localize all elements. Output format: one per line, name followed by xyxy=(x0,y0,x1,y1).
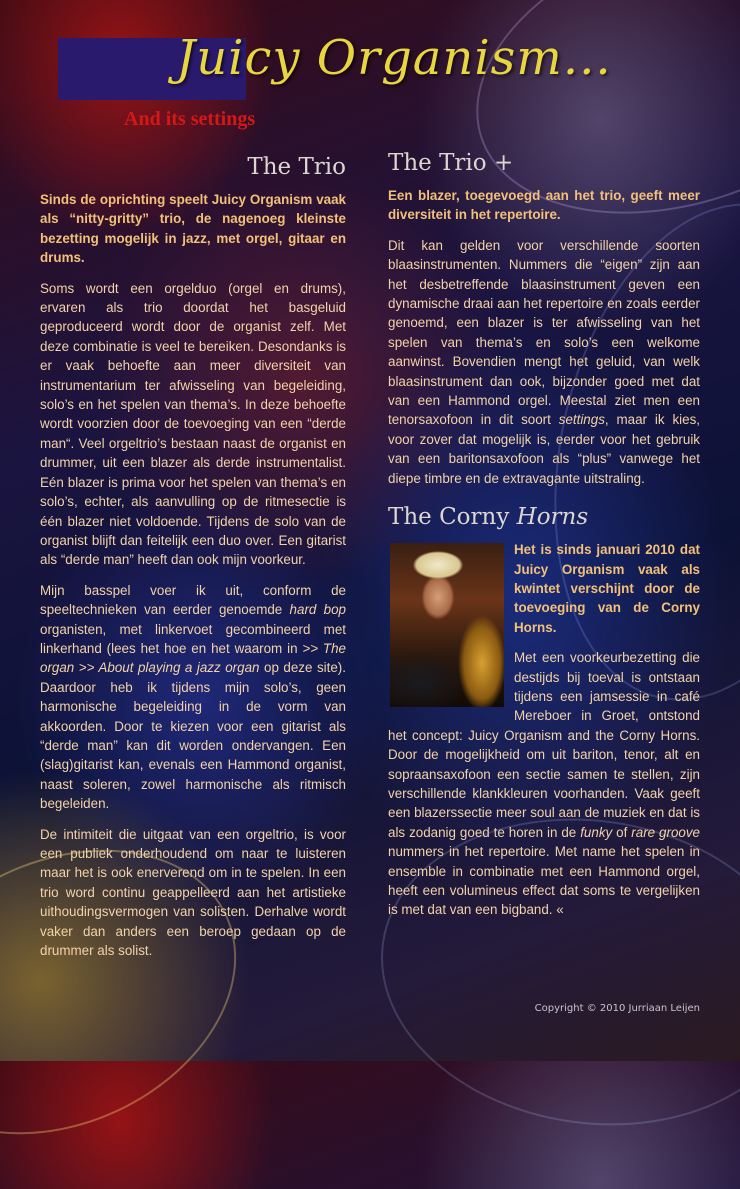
organ-page-link[interactable]: >> The organ >> About playing a jazz organ xyxy=(40,640,347,676)
body-paragraph: Soms wordt een orgelduo (orgel en drums), ervaren als trio doordat het basgeluid geproduceerd wordt door de organist zelf. Met deze combinatie is veel te bereiken. Desondanks is er vaak behoefte aan meer diversiteit van instrumentarium ter afwisseling van begeleiding, solo’s en het spelen van thema’s. In deze behoefte wordt voorzien door de toevoeging van een “derde man“. Veel orgeltrio’s bestaan naast de organist en drummer, uit een blazer als derde instrumentalist. Eén blazer is prima voor het spelen van thema’s en solo’s, echter, als aanvulling op de ritmesectie is één blazer niet voldoende. Tijdens de solo van de organist blijft dan feitelijk een duo over. Een gitarist als “derde man” heeft dan ook mijn voorkeur. xyxy=(40,280,346,568)
page-title: Juicy Organism... xyxy=(176,30,612,86)
right-column xyxy=(388,148,700,931)
intro-paragraph: Het is sinds januari 2010 dat Juicy Organism vaak als kwintet verschijnt door de toevoeging van de Corny Horns. xyxy=(514,542,700,635)
copyright-notice: Copyright © 2010 Jurriaan Leijen xyxy=(534,1003,700,1014)
section-heading-trio-plus: The Trio + xyxy=(388,150,514,176)
body-paragraph: De intimiteit die uitgaat van een orgeltrio, is voor een publiek onderhoudend om naar te luisteren maar het is ook enerverend om in te spelen. In een trio word continu geappelleerd aan het artistieke uithoudingsvermogen van solisten. Derhalve wordt vaker dan anders een beroep gedaan op de drummer als solist. xyxy=(40,826,346,959)
section-heading-trio: The Trio xyxy=(247,154,346,180)
body-paragraph: Met een voorkeurbezetting die destijds bij toeval is ontstaan tijdens een jamsessie in café Mereboer in Groet, ontstond het concept: Juicy Organism and the Corny Horns. Door de mogelijkheid om uit bariton, tenor, alt en sopraansaxofoon een sectie samen te stellen, zijn verschillende klankkleuren voorhanden. Vaak geeft een blazerssectie meer soul aan de muziek en dat is als zodanig goed te horen in de funky of rare groove nummers in het repertoire. Met name het spelen in ensemble in combinatie met een Hammond orgel, heeft een volumineus effect dat soms te vergelijken is met dat van een bigband. « xyxy=(388,650,701,918)
plus-mark: + xyxy=(493,150,514,176)
page-subtitle: And its settings xyxy=(124,108,256,130)
intro-paragraph: Sinds de oprichting speelt Juicy Organism vaak als “nitty-gritty” trio, de nagenoeg kleinste bezetting mogelijk in jazz, met orgel, gitaar en drums. xyxy=(40,192,346,266)
emphasis: hard bop xyxy=(289,602,346,618)
emphasis: rare groove xyxy=(631,824,701,840)
left-column xyxy=(40,152,346,971)
body-paragraph: Mijn basspel voer ik uit, conform de speeltechnieken van eerder genoemde hard bop organisten, met linkervoet gecombineerd met linkerhand (lees het hoe en het waarom in >> The organ >> About playing a jazz organ op deze site). Daardoor heb ik tijdens mijn solo’s, geen harmonische begeleiding in de vorm van akkoorden. Door te kiezen voor een gitarist als “derde man” kan dit worden ondervangen. Een (slag)gitarist kan, evenals een Hammond organist, naast soleren, zowel harmonische als ritmisch begeleiden. xyxy=(40,582,347,812)
body-paragraph: Dit kan gelden voor verschillende soorten blaasinstrumenten. Nummers die “eigen” zijn aan het desbetreffende blaasinstrument geven een dynamische draai aan het repertoire en zoals eerder genoemd, een blazer is ter afwisseling van het spelen van thema’s en solo’s een welkome aanwinst. Bovendien mengt het geluid, van welk blaasinstrument dan ook, bijzonder goed met dat van een Hammond orgel. Meestal ziet men een tenorsaxofoon in dit soort settings, maar ik kies, voor zover dat mogelijk is, eerder voor het gebruik van een baritonsaxofoon als “plus” vanwege het diepe timbre en de extravagante uitstraling. xyxy=(388,237,700,486)
intro-paragraph: Een blazer, toegevoegd aan het trio, geeft meer diversiteit in het repertoire. xyxy=(388,188,700,223)
section-heading-corny-horns: The Corny Horns xyxy=(388,504,589,531)
emphasis: settings xyxy=(558,412,605,428)
band-photo xyxy=(390,543,504,707)
emphasis: funky xyxy=(580,824,613,840)
